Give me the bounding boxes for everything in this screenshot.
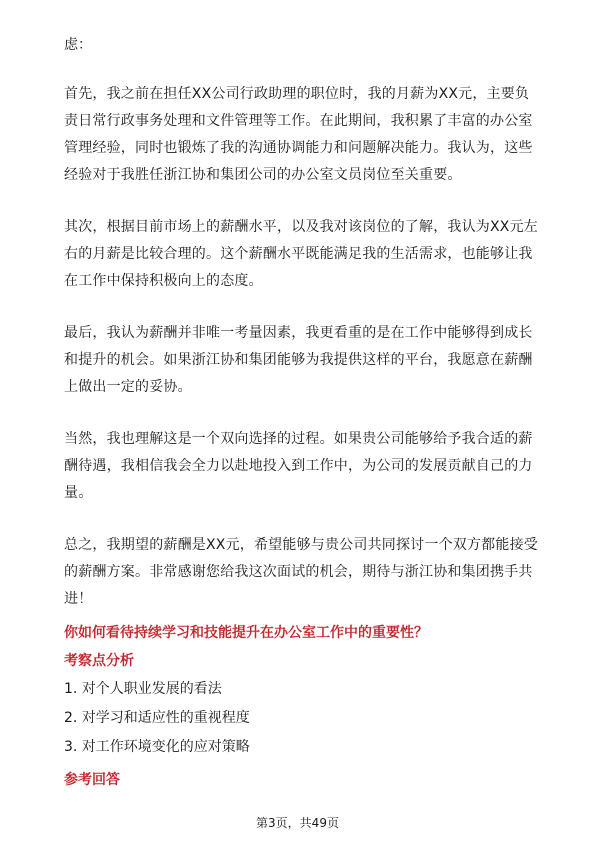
paragraph-3: 最后，我认为薪酬并非唯一考量因素，我更看重的是在工作中能够得到成长和提升的机会。如果浙江协和集团能够为我提供这样的平台，我愿意在薪酬上做出一定的妥协。 (64, 325, 533, 395)
paragraph-5: 总之，我期望的薪酬是XX元，希望能够与贵公司共同探讨一个双方都能接受的薪酬方案。非常感谢您给我这次面试的机会，期待与浙江协和集团携手共进！ (64, 537, 538, 607)
paragraph-4: 当然，我也理解这是一个双向选择的过程。如果贵公司能够给予我合适的薪酬待遇，我相信我会全力以赴地投入到工作中，为公司的发展贡献自己的力量。 (64, 431, 533, 501)
lead-text: 虑： (64, 37, 92, 53)
list-item: 1. 对个人职业发展的看法 (64, 681, 222, 697)
page-number-footer: 第3页，共49页 (256, 816, 339, 830)
analysis-list (64, 675, 540, 762)
list-item: 2. 对学习和适应性的重视程度 (64, 710, 250, 726)
question-heading: 你如何看待持续学习和技能提升在办公室工作中的重要性？ (64, 625, 428, 641)
page-content (64, 33, 540, 794)
paragraph-1: 首先，我之前在担任XX公司行政助理的职位时，我的月薪为XX元，主要负责日常行政事务处理和文件管理等工作。在此期间，我积累了丰富的办公室管理经验，同时也锻炼了我的沟通协调能力和问题解决能力。我认为，这些经验对于我胜任浙江协和集团公司的办公室文员岗位至关重要。 (64, 86, 533, 183)
list-item: 3. 对工作环境变化的应对策略 (64, 739, 250, 755)
analysis-heading: 考察点分析 (64, 653, 134, 669)
paragraph-2: 其次，根据目前市场上的薪酬水平，以及我对该岗位的了解，我认为XX元左右的月薪是比较合理的。这个薪酬水平既能满足我的生活需求，也能够让我在工作中保持积极向上的态度。 (64, 219, 538, 289)
reference-heading: 参考回答 (64, 772, 120, 788)
